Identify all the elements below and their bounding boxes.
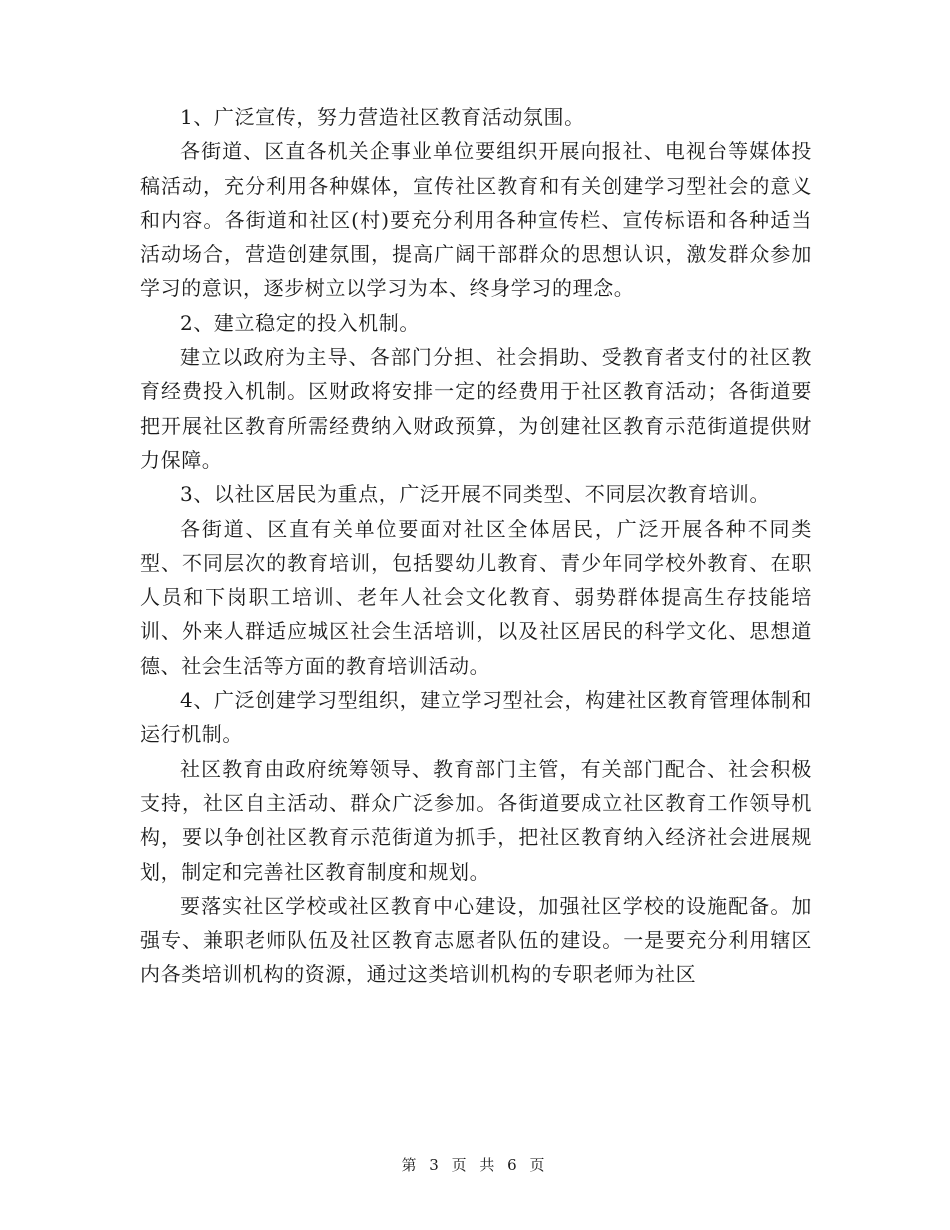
page-footer — [0, 1154, 950, 1175]
paragraph: 建立以政府为主导、各部门分担、社会捐助、受教育者支付的社区教育经费投入机制。区财政将安排一定的经费用于社区教育活动；各街道要把开展社区教育所需经费纳入财政预算，为创建社区教育示范街道提供财力保障。 — [140, 345, 812, 472]
paragraph: 各街道、区直有关单位要面对社区全体居民，广泛开展各种不同类型、不同层次的教育培训，包括婴幼儿教育、青少年同学校外教育、在职人员和下岗职工培训、老年人社会文化教育、弱势群体提高生存技能培训、外来人群适应城区社会生活培训，以及社区居民的科学文化、思想道德、社会生活等方面的教育培训活动。 — [140, 516, 812, 678]
paragraph: 各街道、区直各机关企事业单位要组织开展向报社、电视台等媒体投稿活动，充分利用各种媒体，宣传社区教育和有关创建学习型社会的意义和内容。各街道和社区(村)要充分利用各种宣传栏、宣传标语和各种适当活动场合，营造创建氛围，提高广阔干部群众的思想认识，激发群众参加学习的意识，逐步树立以学习为本、终身学习的理念。 — [140, 139, 812, 301]
page-number-label: 第 3 页 共 6 页 — [401, 1156, 549, 1174]
heading-item-1: 1、广泛宣传，努力营造社区教育活动氛围。 — [180, 105, 585, 129]
document-body — [140, 100, 812, 992]
heading-item-4: 4、广泛创建学习型组织，建立学习型社会，构建社区教育管理体制和运行机制。 — [140, 688, 812, 747]
heading-item-3: 3、以社区居民为重点，广泛开展不同类型、不同层次教育培训。 — [180, 482, 771, 507]
heading-item-2: 2、建立稳定的投入机制。 — [180, 310, 420, 335]
paragraph: 要落实社区学校或社区教育中心建设，加强社区学校的设施配备。加强专、兼职老师队伍及社区教育志愿者队伍的建设。一是要充分利用辖区内各类培训机构的资源，通过这类培训机构的专职老师为社区 — [140, 893, 812, 987]
paragraph: 社区教育由政府统筹领导、教育部门主管，有关部门配合、社会积极支持，社区自主活动、群众广泛参加。各街道要成立社区教育工作领导机构，要以争创社区教育示范街道为抓手，把社区教育纳入经济社会进展规划，制定和完善社区教育制度和规划。 — [140, 756, 812, 884]
